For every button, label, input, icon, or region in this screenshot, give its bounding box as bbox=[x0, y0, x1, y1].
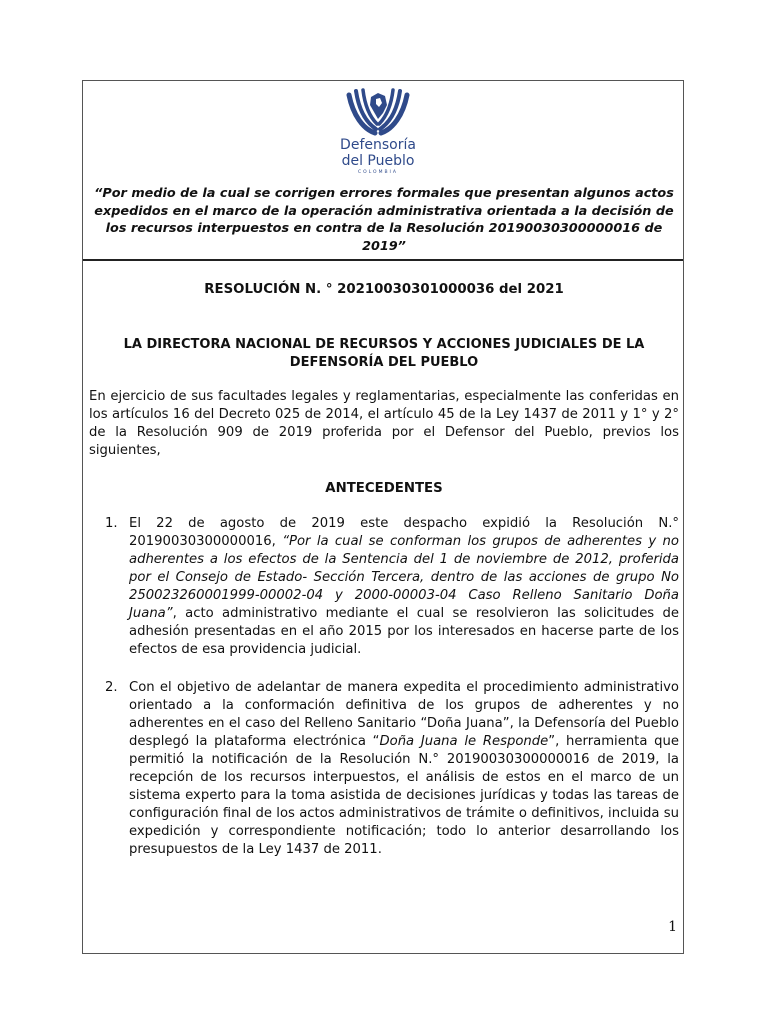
issuer-heading: LA DIRECTORA NACIONAL DE RECURSOS Y ACCIONES JUDICIALES DE LA DEFENSORÍA DEL PUEBLO bbox=[123, 337, 645, 370]
title-divider bbox=[83, 259, 683, 261]
document-title: “Por medio de la cual se corrigen errores formales que presentan algunos actos expedidos en el marco de la operación administrativa orientada a la decisión de los recursos interpuestos en contra de la Resolución 20190030300000016 de 2019” bbox=[94, 186, 674, 254]
section-heading-antecedentes: ANTECEDENTES bbox=[325, 481, 443, 496]
logo-line-2: del Pueblo bbox=[341, 153, 415, 169]
list-item bbox=[105, 515, 679, 659]
intro-paragraph: En ejercicio de sus facultades legales y reglamentarias, especialmente las conferidas en los artículos 16 del Decreto 025 de 2014, el artículo 45 de la Ley 1437 de 2011 y 1° y 2° de la Resolución 909 de 2019 proferida por el Defensor del Pueblo, previos los siguientes, bbox=[89, 389, 679, 458]
list-item-text-end: , acto administrativo mediante el cual se resolvieron las solicitudes de adhesión presentadas en el año 2015 por los interesados en hacerse parte de los efectos de esa providencia judicial. bbox=[129, 606, 679, 657]
list-item bbox=[105, 679, 679, 859]
logo-line-3: COLOMBIA bbox=[358, 170, 398, 175]
list-item-text: Con el objetivo de adelantar de manera expedita el procedimiento administrativo orientado a la conformación definitiva de los grupos de adherentes y no adherentes en el caso del Relleno Sanitario “Doña Juana”, la Defensoría del Pueblo desplegó la plataforma electrónica “ bbox=[129, 680, 679, 749]
list-item-text-end: ”, herramienta que permitió la notificación de la Resolución N.° 20190030300000016 de 2019, la recepción de los recursos interpuestos, el análisis de estos en el marco de un sistema experto para la toma asistida de decisiones jurídicas y todas las tareas de configuración final de los actos administrativos de trámite o definitivos, incluida su expedición y correspondiente notificación; todo lo anterior desarrollando los presupuestos de la Ley 1437 de 2011. bbox=[129, 734, 679, 857]
document-page bbox=[82, 80, 684, 954]
list-item-text: El 22 de agosto de 2019 este despacho expidió la Resolución N.° 20190030300000016, bbox=[129, 516, 679, 549]
list-item-italic-text: “Por la cual se conforman los grupos de adherentes y no adherentes a los efectos de la Sentencia del 1 de noviembre de 2012, proferida por el Consejo de Estado- Sección Tercera, dentro de las acciones de grupo No 250023260001999-00002-04 y 2000-00003-04 Caso Relleno Sanitario Doña Juana” bbox=[129, 534, 679, 621]
list-item-number: 1. bbox=[105, 516, 118, 531]
defensoria-logo bbox=[333, 85, 423, 177]
page-number: 1 bbox=[668, 919, 677, 935]
hands-map-icon bbox=[341, 85, 415, 137]
list-item-number: 2. bbox=[105, 680, 118, 695]
list-item-italic-text: Doña Juana le Responde bbox=[379, 734, 549, 749]
logo-line-1: Defensoría bbox=[340, 137, 416, 153]
resolution-number: RESOLUCIÓN N. ° 20210030301000036 del 2021 bbox=[204, 282, 564, 297]
